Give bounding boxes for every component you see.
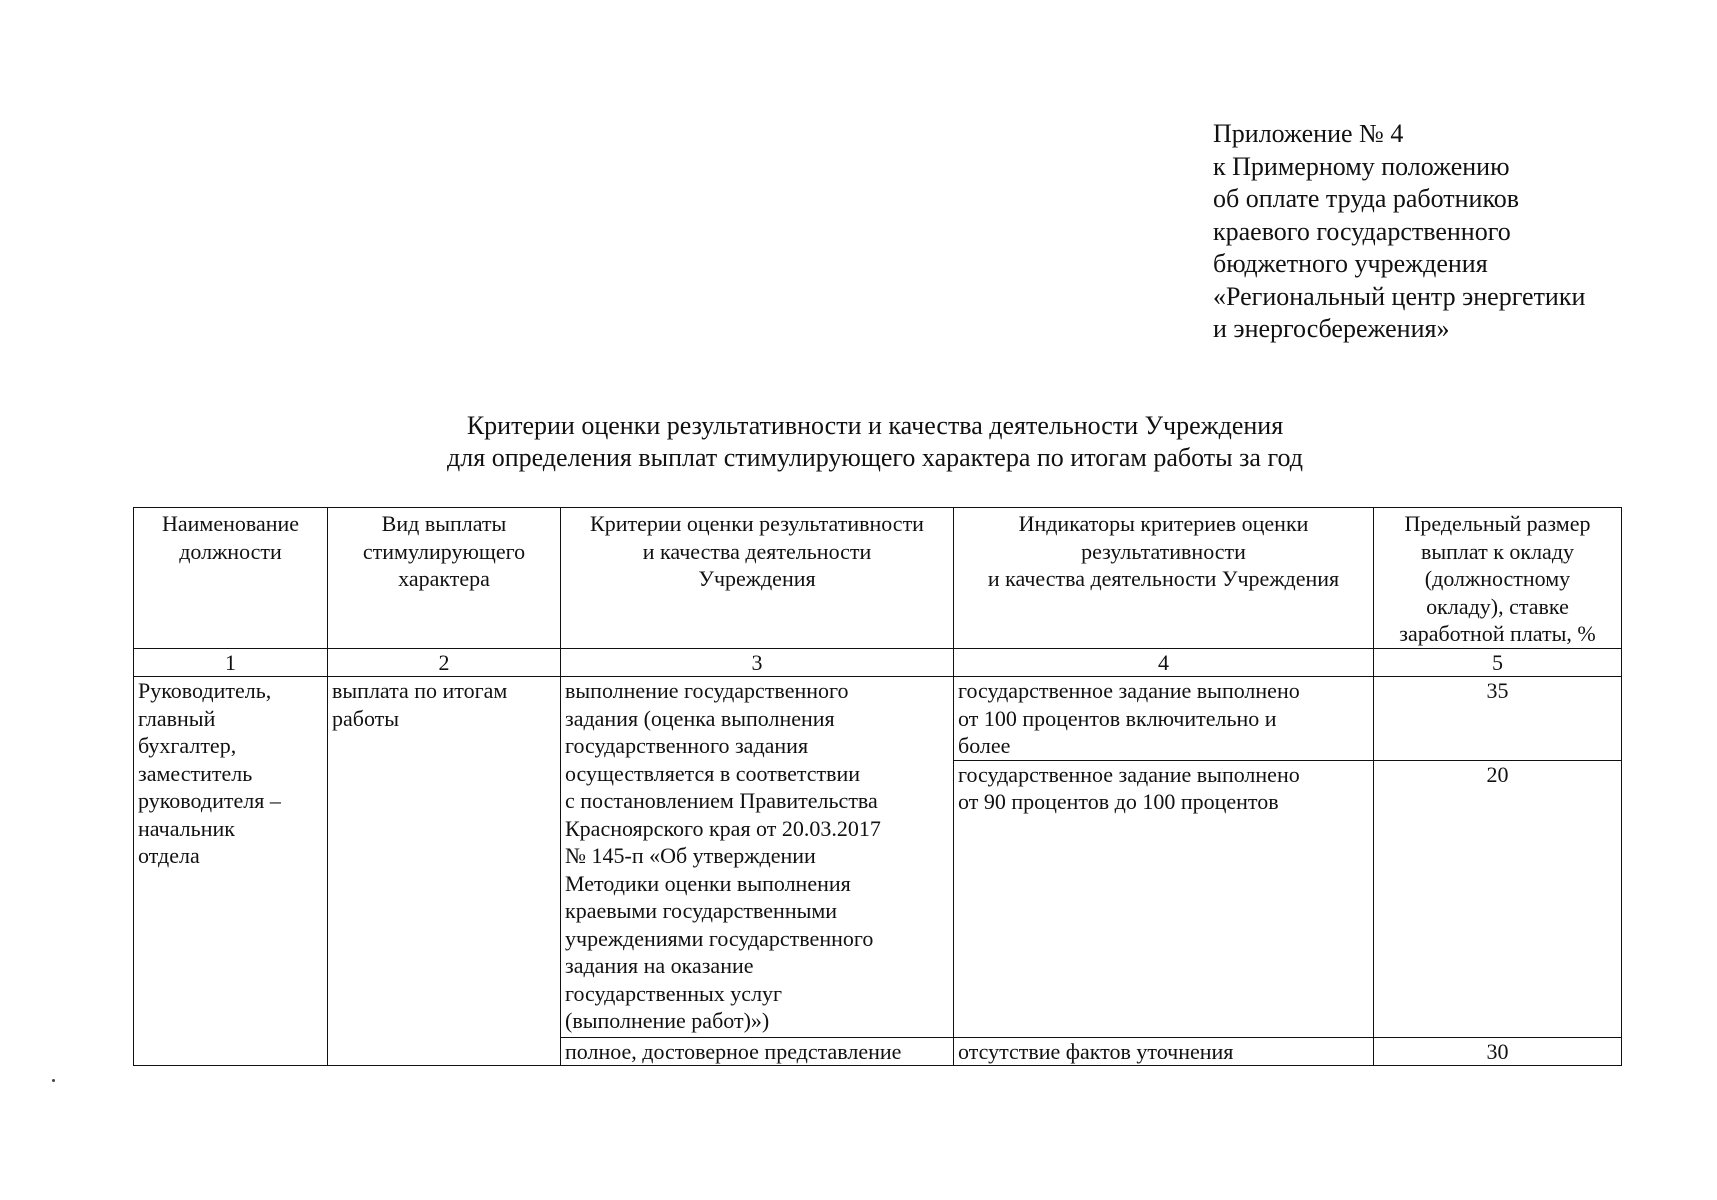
column-number: 1 [134,649,328,677]
header-max-payment: Предельный размер выплат к окладу (должностному окладу), ставке заработной платы, % [1374,508,1622,649]
criterion-cell: выполнение государственного задания (оценка выполнения государственного задания осуществляется в соответствии с постановлением Правительства Красноярского края от 20.03.2017 № 145-п «Об утверждении Методики оценки выполнения краевыми государственными учреждениями государственного задания на оказание государственных услуг (выполнение работ)») [561,677,954,1038]
value-cell: 20 [1374,760,1622,1037]
indicator-cell: государственное задание выполнено от 90 процентов до 100 процентов [954,760,1374,1037]
column-number: 2 [328,649,561,677]
column-number: 5 [1374,649,1622,677]
appendix-block [1213,118,1693,346]
table-header-row [134,508,1622,649]
criterion-cell: полное, достоверное представление [561,1037,954,1066]
appendix-line: и энергосбережения» [1213,314,1450,343]
position-cell: Руководитель, главный бухгалтер, заместитель руководителя – начальник отдела [134,677,328,1066]
header-indicators: Индикаторы критериев оценки результативности и качества деятельности Учреждения [954,508,1374,649]
header-criteria: Критерии оценки результативности и качества деятельности Учреждения [561,508,954,649]
title-line-2: для определения выплат стимулирующего характера по итогам работы за год [447,443,1303,472]
value-cell: 35 [1374,677,1622,761]
column-number: 3 [561,649,954,677]
appendix-line: к Примерному положению [1213,151,1510,181]
payment-type-cell: выплата по итогам работы [328,677,561,1066]
header-position: Наименование должности [134,508,328,649]
value-cell: 30 [1374,1037,1622,1066]
appendix-line: «Региональный центр энергетики [1213,281,1586,311]
appendix-line: бюджетного учреждения [1213,249,1488,278]
column-number: 4 [954,649,1374,677]
indicator-cell: отсутствие фактов уточнения [954,1037,1374,1066]
table-row [134,677,1622,761]
document-title [200,410,1550,474]
scan-speck [52,1079,55,1082]
column-number-row [134,649,1622,677]
title-line-1: Критерии оценки результативности и качества деятельности Учреждения [466,411,1284,440]
criteria-table [133,507,1622,1066]
indicator-cell: государственное задание выполнено от 100 процентов включительно и более [954,677,1374,761]
header-payment-type: Вид выплаты стимулирующего характера [328,508,561,649]
appendix-line: Приложение № 4 [1213,119,1404,148]
appendix-line: об оплате труда работников [1213,184,1520,213]
appendix-line: краевого государственного [1213,216,1511,246]
